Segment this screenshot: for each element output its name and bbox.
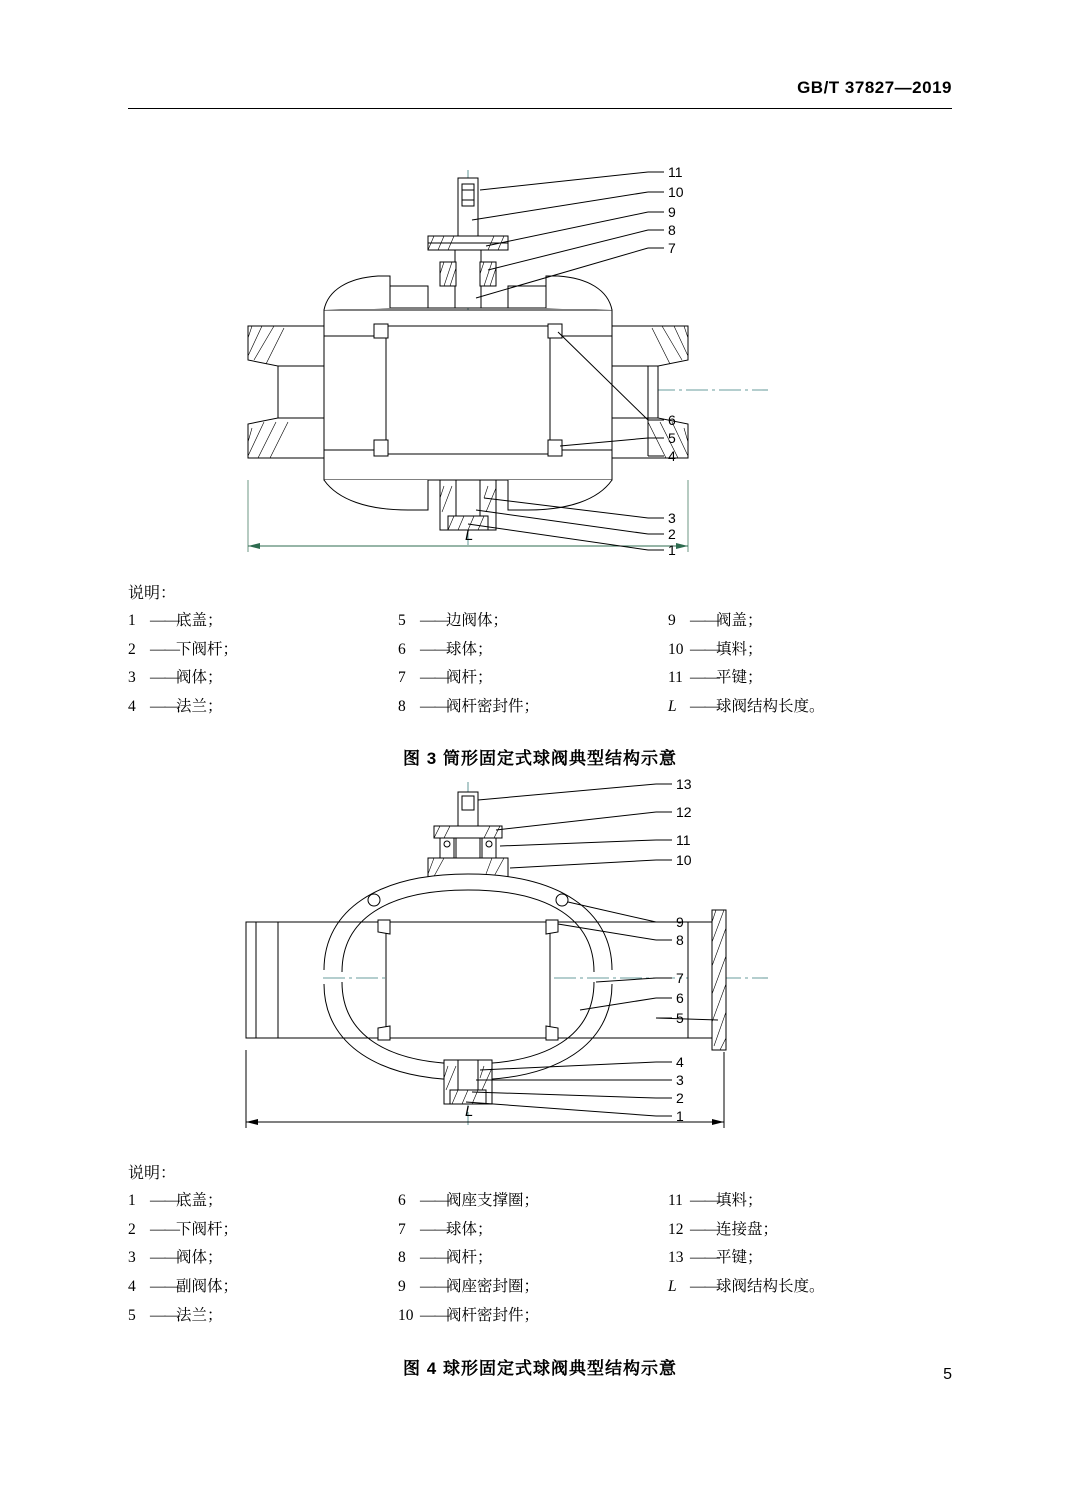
legend-item	[128, 1273, 398, 1302]
legend-text: 底盖；	[176, 1192, 223, 1209]
legend-item	[398, 636, 668, 665]
callout-1: 1	[668, 542, 676, 558]
legend-dash: ——	[150, 669, 179, 687]
callout-4: 4	[668, 448, 676, 464]
legend-text: 球阀结构长度。	[716, 698, 825, 716]
legend-dash: ——	[420, 1306, 449, 1324]
legend-dash: ——	[690, 1220, 719, 1238]
ball-valve-spherical-diagram	[128, 770, 952, 1160]
legend-text: 球体；	[446, 640, 493, 658]
legend-dash: ——	[420, 1278, 449, 1296]
legend-text: 阀体；	[176, 669, 223, 687]
legend-num: 4	[128, 1278, 136, 1296]
legend-text: 球阀结构长度。	[716, 1278, 825, 1296]
legend-item	[398, 1244, 668, 1273]
legend-text: 阀杆；	[446, 669, 493, 687]
legend-item	[128, 607, 398, 636]
callout-9: 9	[668, 204, 676, 220]
legend-num: 6	[398, 640, 406, 658]
figure-4-block	[128, 770, 952, 1379]
legend-dash: ——	[150, 1249, 179, 1267]
legend-item	[668, 1302, 938, 1331]
legend-item	[128, 1244, 398, 1273]
legend-text: 下阀杆；	[176, 640, 239, 658]
legend-item	[398, 1187, 668, 1216]
legend-text: 阀杆密封件；	[446, 698, 540, 716]
callout-3: 3	[668, 510, 676, 526]
page-number: 5	[943, 1366, 952, 1383]
ball-valve-cylindrical-diagram	[128, 150, 952, 580]
legend-dash: ——	[420, 1192, 449, 1209]
legend-item	[128, 1302, 398, 1331]
legend-item	[398, 693, 668, 722]
legend-text: 副阀体；	[176, 1278, 239, 1296]
legend-item	[668, 1216, 938, 1245]
legend-num: 8	[398, 1249, 406, 1267]
callout-8: 8	[676, 932, 684, 948]
legend-dash: ——	[420, 612, 449, 629]
legend-item	[668, 607, 938, 636]
legend-dash: ——	[420, 1249, 449, 1267]
legend-num: 10	[398, 1306, 414, 1324]
legend-num: 2	[128, 1220, 136, 1238]
legend-dash: ——	[690, 612, 719, 629]
legend-num: 7	[398, 669, 406, 687]
figure-3-legend-title: 说明：	[128, 585, 177, 602]
callout-1: 1	[676, 1108, 684, 1124]
legend-num: L	[668, 1278, 677, 1296]
legend-text: 平键；	[716, 669, 763, 687]
legend-item	[128, 1187, 398, 1216]
figure-4-caption: 图 4 球形固定式球阀典型结构示意	[403, 1359, 677, 1379]
callout-8: 8	[668, 222, 676, 238]
legend-dash: ——	[150, 698, 179, 716]
legend-num: 9	[668, 612, 676, 629]
legend-dash: ——	[150, 1220, 179, 1238]
callout-10: 10	[676, 852, 692, 868]
legend-text: 平键；	[716, 1249, 763, 1267]
legend-dash: ——	[420, 1220, 449, 1238]
figure-3-caption: 图 3 筒形固定式球阀典型结构示意	[403, 748, 677, 768]
legend-dash: ——	[150, 640, 179, 658]
legend-text: 阀体；	[176, 1249, 223, 1267]
legend-num: 5	[398, 612, 406, 629]
legend-item	[128, 636, 398, 665]
figure-4-legend	[128, 1187, 952, 1330]
callout-13: 13	[676, 776, 692, 792]
legend-num: 11	[668, 1192, 683, 1209]
legend-num: 8	[398, 698, 406, 716]
legend-item	[398, 664, 668, 693]
legend-num: 11	[668, 669, 683, 687]
legend-item	[668, 693, 938, 722]
legend-item	[128, 693, 398, 722]
legend-item	[398, 607, 668, 636]
legend-text: 连接盘；	[716, 1220, 779, 1238]
legend-num: 3	[128, 1249, 136, 1267]
callout-9: 9	[676, 914, 684, 930]
legend-dash: ——	[420, 698, 449, 716]
dimension-label-L: L	[465, 1103, 474, 1120]
legend-item	[398, 1273, 668, 1302]
legend-item	[398, 1302, 668, 1331]
legend-num: 9	[398, 1278, 406, 1296]
callout-6: 6	[668, 412, 676, 428]
legend-num: 2	[128, 640, 136, 658]
legend-num: 3	[128, 669, 136, 687]
legend-item	[668, 1244, 938, 1273]
legend-num: 10	[668, 640, 684, 658]
callout-6: 6	[676, 990, 684, 1006]
callout-4: 4	[676, 1054, 684, 1070]
callout-12: 12	[676, 804, 692, 820]
callout-7: 7	[676, 970, 684, 986]
legend-text: 法兰；	[176, 1306, 223, 1324]
callout-2: 2	[676, 1090, 684, 1106]
callout-11: 11	[676, 832, 691, 848]
legend-text: 边阀体；	[446, 612, 509, 629]
legend-item	[128, 664, 398, 693]
legend-item	[668, 1273, 938, 1302]
standard-number: GB/T 37827—2019	[797, 78, 952, 97]
legend-item	[668, 1187, 938, 1216]
legend-num: 5	[128, 1306, 136, 1324]
legend-dash: ——	[690, 1249, 719, 1267]
legend-num: 13	[668, 1249, 684, 1267]
legend-dash: ——	[690, 640, 719, 658]
callout-7: 7	[668, 240, 676, 256]
legend-num: 12	[668, 1220, 684, 1238]
callout-2: 2	[668, 526, 676, 542]
callout-3: 3	[676, 1072, 684, 1088]
legend-num: 6	[398, 1192, 406, 1209]
callout-11: 11	[668, 164, 683, 180]
legend-num: 1	[128, 612, 136, 629]
legend-dash: ——	[420, 640, 449, 658]
legend-text: 下阀杆；	[176, 1220, 239, 1238]
figure-4-legend-title: 说明：	[128, 1165, 177, 1182]
legend-dash: ——	[690, 1278, 719, 1296]
legend-dash: ——	[690, 698, 719, 716]
legend-text: 填料；	[716, 1192, 763, 1209]
legend-dash: ——	[150, 1278, 179, 1296]
dimension-label-L: L	[465, 527, 474, 544]
callout-5: 5	[676, 1010, 684, 1026]
callout-5: 5	[668, 430, 676, 446]
legend-text: 法兰；	[176, 698, 223, 716]
legend-text: 阀座密封圈；	[446, 1278, 540, 1296]
legend-text: 球体；	[446, 1220, 493, 1238]
figure-3-block	[128, 150, 952, 769]
legend-dash: ——	[690, 1192, 719, 1209]
legend-text: 阀杆；	[446, 1249, 493, 1267]
figure-3-drawing	[128, 150, 952, 580]
legend-num: 1	[128, 1192, 136, 1209]
legend-item	[668, 636, 938, 665]
legend-dash: ——	[150, 1306, 179, 1324]
figure-3-legend	[128, 607, 952, 722]
legend-text: 阀杆密封件；	[446, 1306, 540, 1324]
legend-num: 4	[128, 698, 136, 716]
legend-item	[398, 1216, 668, 1245]
legend-text: 阀座支撑圈；	[446, 1192, 540, 1209]
legend-dash: ——	[420, 669, 449, 687]
legend-text: 底盖；	[176, 612, 223, 629]
legend-dash: ——	[150, 1192, 179, 1209]
callout-10: 10	[668, 184, 684, 200]
legend-text: 填料；	[716, 640, 763, 658]
figure-4-drawing	[128, 770, 952, 1160]
legend-item	[668, 664, 938, 693]
legend-num: L	[668, 698, 677, 716]
legend-item	[128, 1216, 398, 1245]
legend-text: 阀盖；	[716, 612, 763, 629]
legend-num: 7	[398, 1220, 406, 1238]
legend-dash: ——	[150, 612, 179, 629]
legend-dash: ——	[690, 669, 719, 687]
header-rule	[128, 108, 952, 109]
